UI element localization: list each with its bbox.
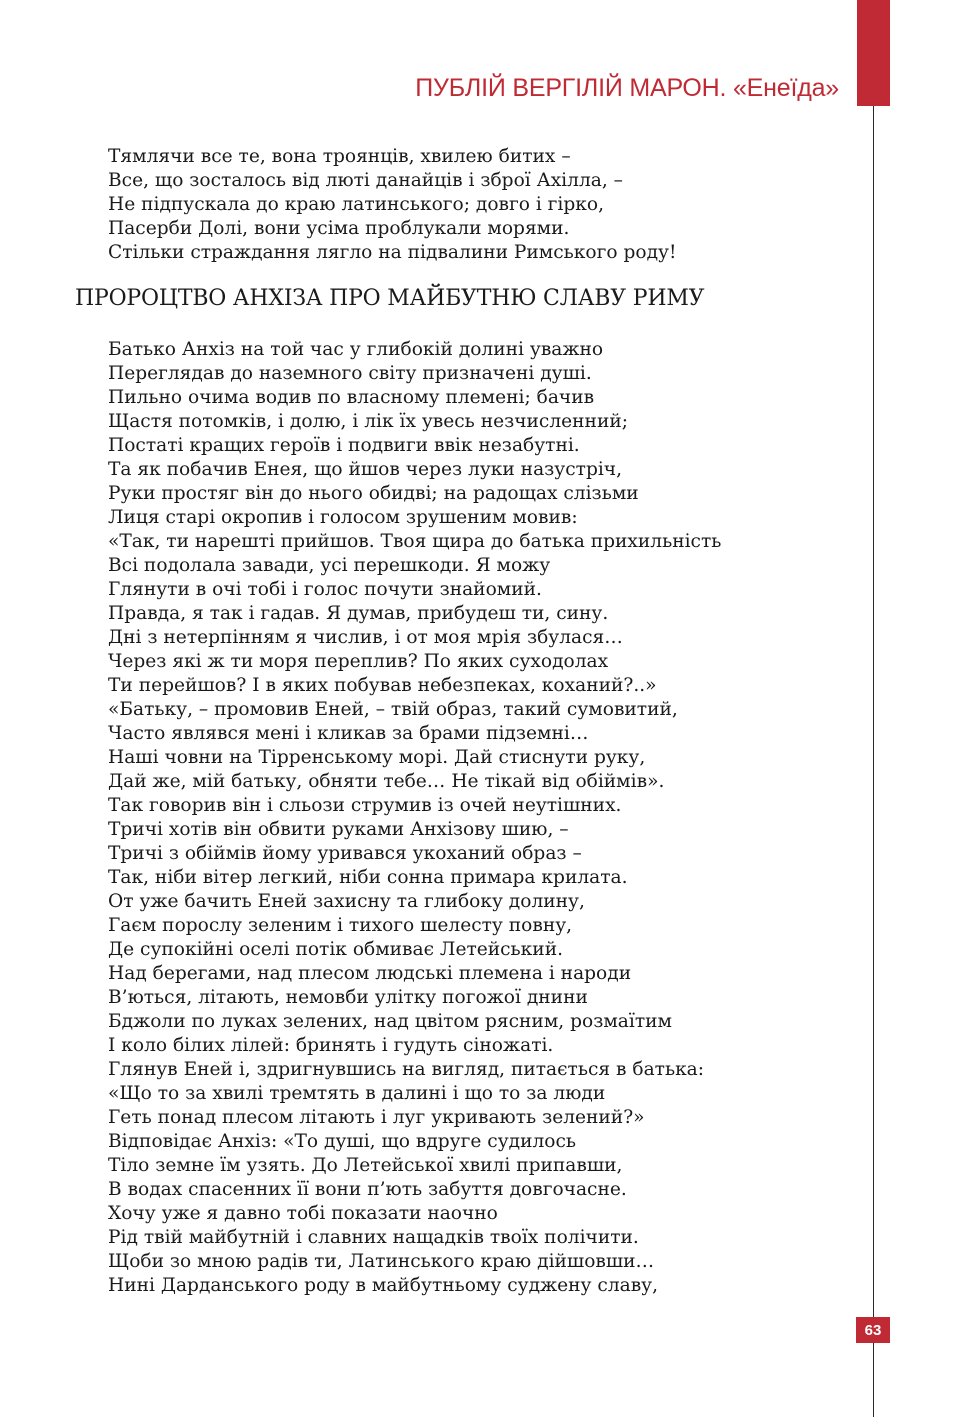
verse-line: Пильно очима водив по власному племені; бачив (108, 387, 595, 408)
verse-line: Та як побачив Енея, що йшов через луки назустріч, (108, 459, 622, 480)
verse-line: Лиця старі окропив і голосом зрушеним мовив: (108, 507, 578, 528)
verse-line: Де супокійні оселі потік обмиває Летейський. (108, 939, 563, 960)
verse-line: Стільки страждання лягло на підвалини Римського роду! (108, 242, 677, 263)
verse-line: Тричі з обіймів йому уривався укоханий образ – (108, 843, 582, 864)
verse-line: Часто являвся мені і кликав за брами підземні… (108, 723, 589, 744)
verse-line: От уже бачить Еней захисну та глибоку долину, (108, 891, 585, 912)
verse-line: Все, що зосталось від люті данайців і зброї Ахілла, – (108, 170, 623, 191)
verse-line: Щоби зо мною радів ти, Латинського краю дійшовши… (108, 1251, 655, 1272)
verse-line: В водах спасенних її вони п’ють забуття довгочасне. (108, 1179, 627, 1200)
verse-line: Всі подолала завади, усі перешкоди. Я можу (108, 555, 551, 576)
verse-line: Пасерби Долі, вони усіма проблукали морями. (108, 218, 570, 239)
verse-line: І коло білих лілей: бринять і гудуть сіножаті. (108, 1035, 554, 1056)
verse-line: Наші човни на Тірренському морі. Дай стиснути руку, (108, 747, 646, 768)
verse-line: «Що то за хвилі тремтять в далині і що то за люди (108, 1083, 606, 1104)
verse-line: Так, ніби вітер легкий, ніби сонна примара крилата. (108, 867, 628, 888)
verse-line: «Так, ти нарешті прийшов. Твоя щира до батька прихильність (108, 531, 722, 552)
section-title: ПРОРОЦТВО АНХІЗА ПРО МАЙБУТНЮ СЛАВУ РИМУ (75, 286, 705, 311)
verse-line: Тіло земне їм узять. До Летейської хвилі припавши, (108, 1155, 623, 1176)
verse-line: Так говорив він і сльози струмив із очей неутішних. (108, 795, 622, 816)
running-header: ПУБЛІЙ ВЕРГІЛІЙ МАРОН. «Енеїда» (415, 74, 839, 102)
verse-line: «Батьку, – промовив Еней, – твій образ, такий сумовитий, (108, 699, 678, 720)
intro-verse-block (108, 145, 848, 265)
verse-line: Дні з нетерпінням я числив, і от моя мрія збулася… (108, 627, 623, 648)
page-number: 63 (856, 1317, 890, 1343)
verse-line: Нині Дарданського роду в майбутньому суджену славу, (108, 1275, 659, 1296)
verse-line: Щастя потомків, і долю, і лік їх увесь незчисленний; (108, 411, 628, 432)
verse-line: Геть понад плесом літають і луг укривають зелений?» (108, 1107, 645, 1128)
verse-line: Відповідає Анхіз: «То душі, що вдруге судилось (108, 1131, 577, 1152)
verse-line: Дай же, мій батьку, обняти тебе… Не тікай від обіймів». (108, 771, 665, 792)
verse-line: Рід твій майбутній і славних нащадків твоїх полічити. (108, 1227, 639, 1248)
verse-line: Ти перейшов? І в яких побував небезпеках, коханий?..» (108, 675, 657, 696)
verse-line: Тричі хотів він обвити руками Анхізову шию, – (108, 819, 569, 840)
verse-line: Руки простяг він до нього обидві; на радощах слізьми (108, 483, 639, 504)
verse-line: Хочу уже я давно тобі показати наочно (108, 1203, 498, 1224)
verse-line: Батько Анхіз на той час у глибокій долині уважно (108, 339, 604, 360)
verse-line: Тямлячи все те, вона троянців, хвилею битих – (108, 146, 571, 167)
main-verse-block (108, 338, 848, 1298)
verse-line: Не підпускала до краю латинського; довго і гірко, (108, 194, 605, 215)
verse-line: Глянути в очі тобі і голос почути знайомий. (108, 579, 542, 600)
verse-line: Гаєм порослу зеленим і тихого шелесту повну, (108, 915, 573, 936)
verse-line: Через які ж ти моря переплив? По яких суходолах (108, 651, 609, 672)
verse-line: Переглядав до наземного світу призначені душі. (108, 363, 592, 384)
verse-line: Бджоли по луках зелених, над цвітом рясним, розмаїтим (108, 1011, 672, 1032)
verse-line: Глянув Еней і, здригнувшись на вигляд, питається в батька: (108, 1059, 705, 1080)
verse-line: Постаті кращих героїв і подвиги ввік незабутні. (108, 435, 580, 456)
verse-line: В’ються, літають, немовби улітку погожої днини (108, 987, 588, 1008)
header-accent-tab (857, 0, 890, 106)
verse-line: Над берегами, над плесом людські племена і народи (108, 963, 632, 984)
margin-rule (873, 106, 874, 1417)
verse-line: Правда, я так і гадав. Я думав, прибудеш ти, сину. (108, 603, 609, 624)
